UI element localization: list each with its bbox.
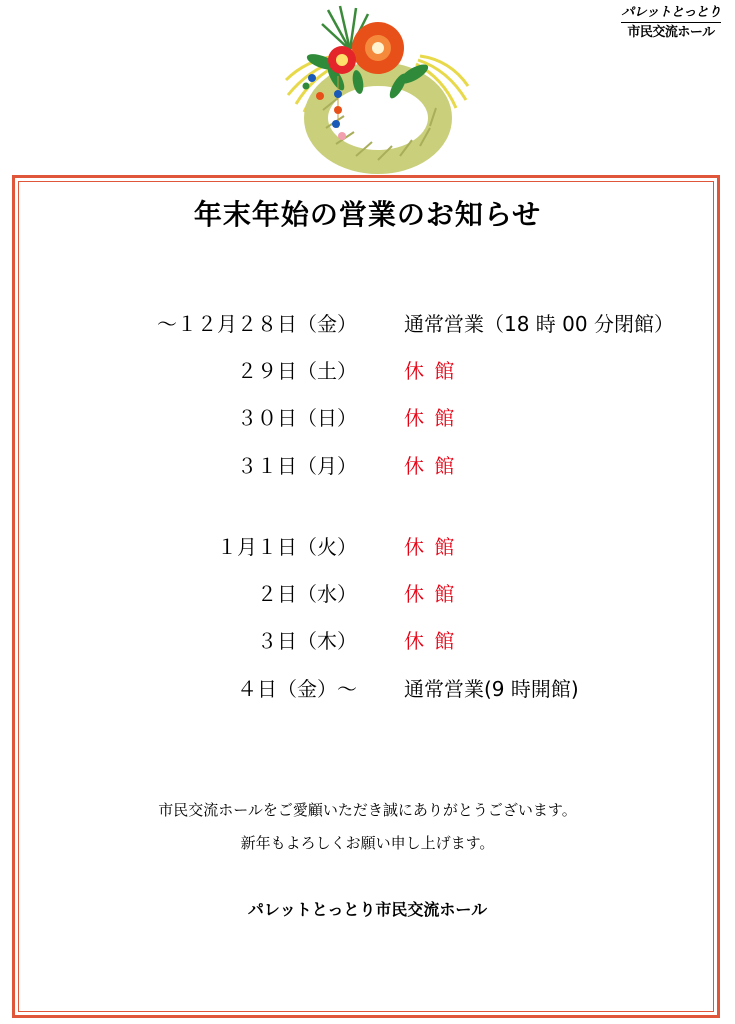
schedule-row [0,451,735,481]
schedule-status: 休 館 [404,406,457,430]
schedule-row [0,626,735,656]
message-line2: 新年もよろしくお願い申し上げます。 [240,834,495,852]
schedule-status: 休 館 [404,359,457,383]
schedule-row [0,403,735,433]
signature: パレットとっとり市民交流ホール [247,900,488,919]
schedule-row [0,356,735,386]
schedule-date: ２９日（土） [237,359,357,383]
schedule-status: 休 館 [404,629,457,653]
schedule-date: ２日（水） [257,582,357,606]
schedule-status: 通常営業（18 時 00 分閉館） [404,312,674,336]
schedule-status: 休 館 [404,582,457,606]
schedule-row [0,532,735,562]
logo-line2: 市民交流ホール [627,25,715,40]
schedule-status: 休 館 [404,454,457,478]
schedule-date: ３１日（月） [237,454,357,478]
schedule-status: 通常営業(9 時開館) [404,677,579,701]
logo [621,4,721,43]
schedule-date: ～１２月２８日（金） [157,312,357,336]
schedule-status: 休 館 [404,535,457,559]
new-year-wreath-illustration [278,0,478,178]
schedule-date: ３０日（日） [237,406,357,430]
message-line1: 市民交流ホールをご愛顧いただき誠にありがとうございます。 [158,801,577,819]
schedule-date: ４日（金）～ [237,677,357,701]
notice-title: 年末年始の営業のお知らせ [193,198,542,231]
schedule-row [0,309,735,339]
schedule-row [0,674,735,704]
schedule-date: ３日（木） [257,629,357,653]
schedule-date: １月１日（火） [217,535,357,559]
logo-line1: パレットとっとり [621,4,721,23]
schedule-row [0,579,735,609]
